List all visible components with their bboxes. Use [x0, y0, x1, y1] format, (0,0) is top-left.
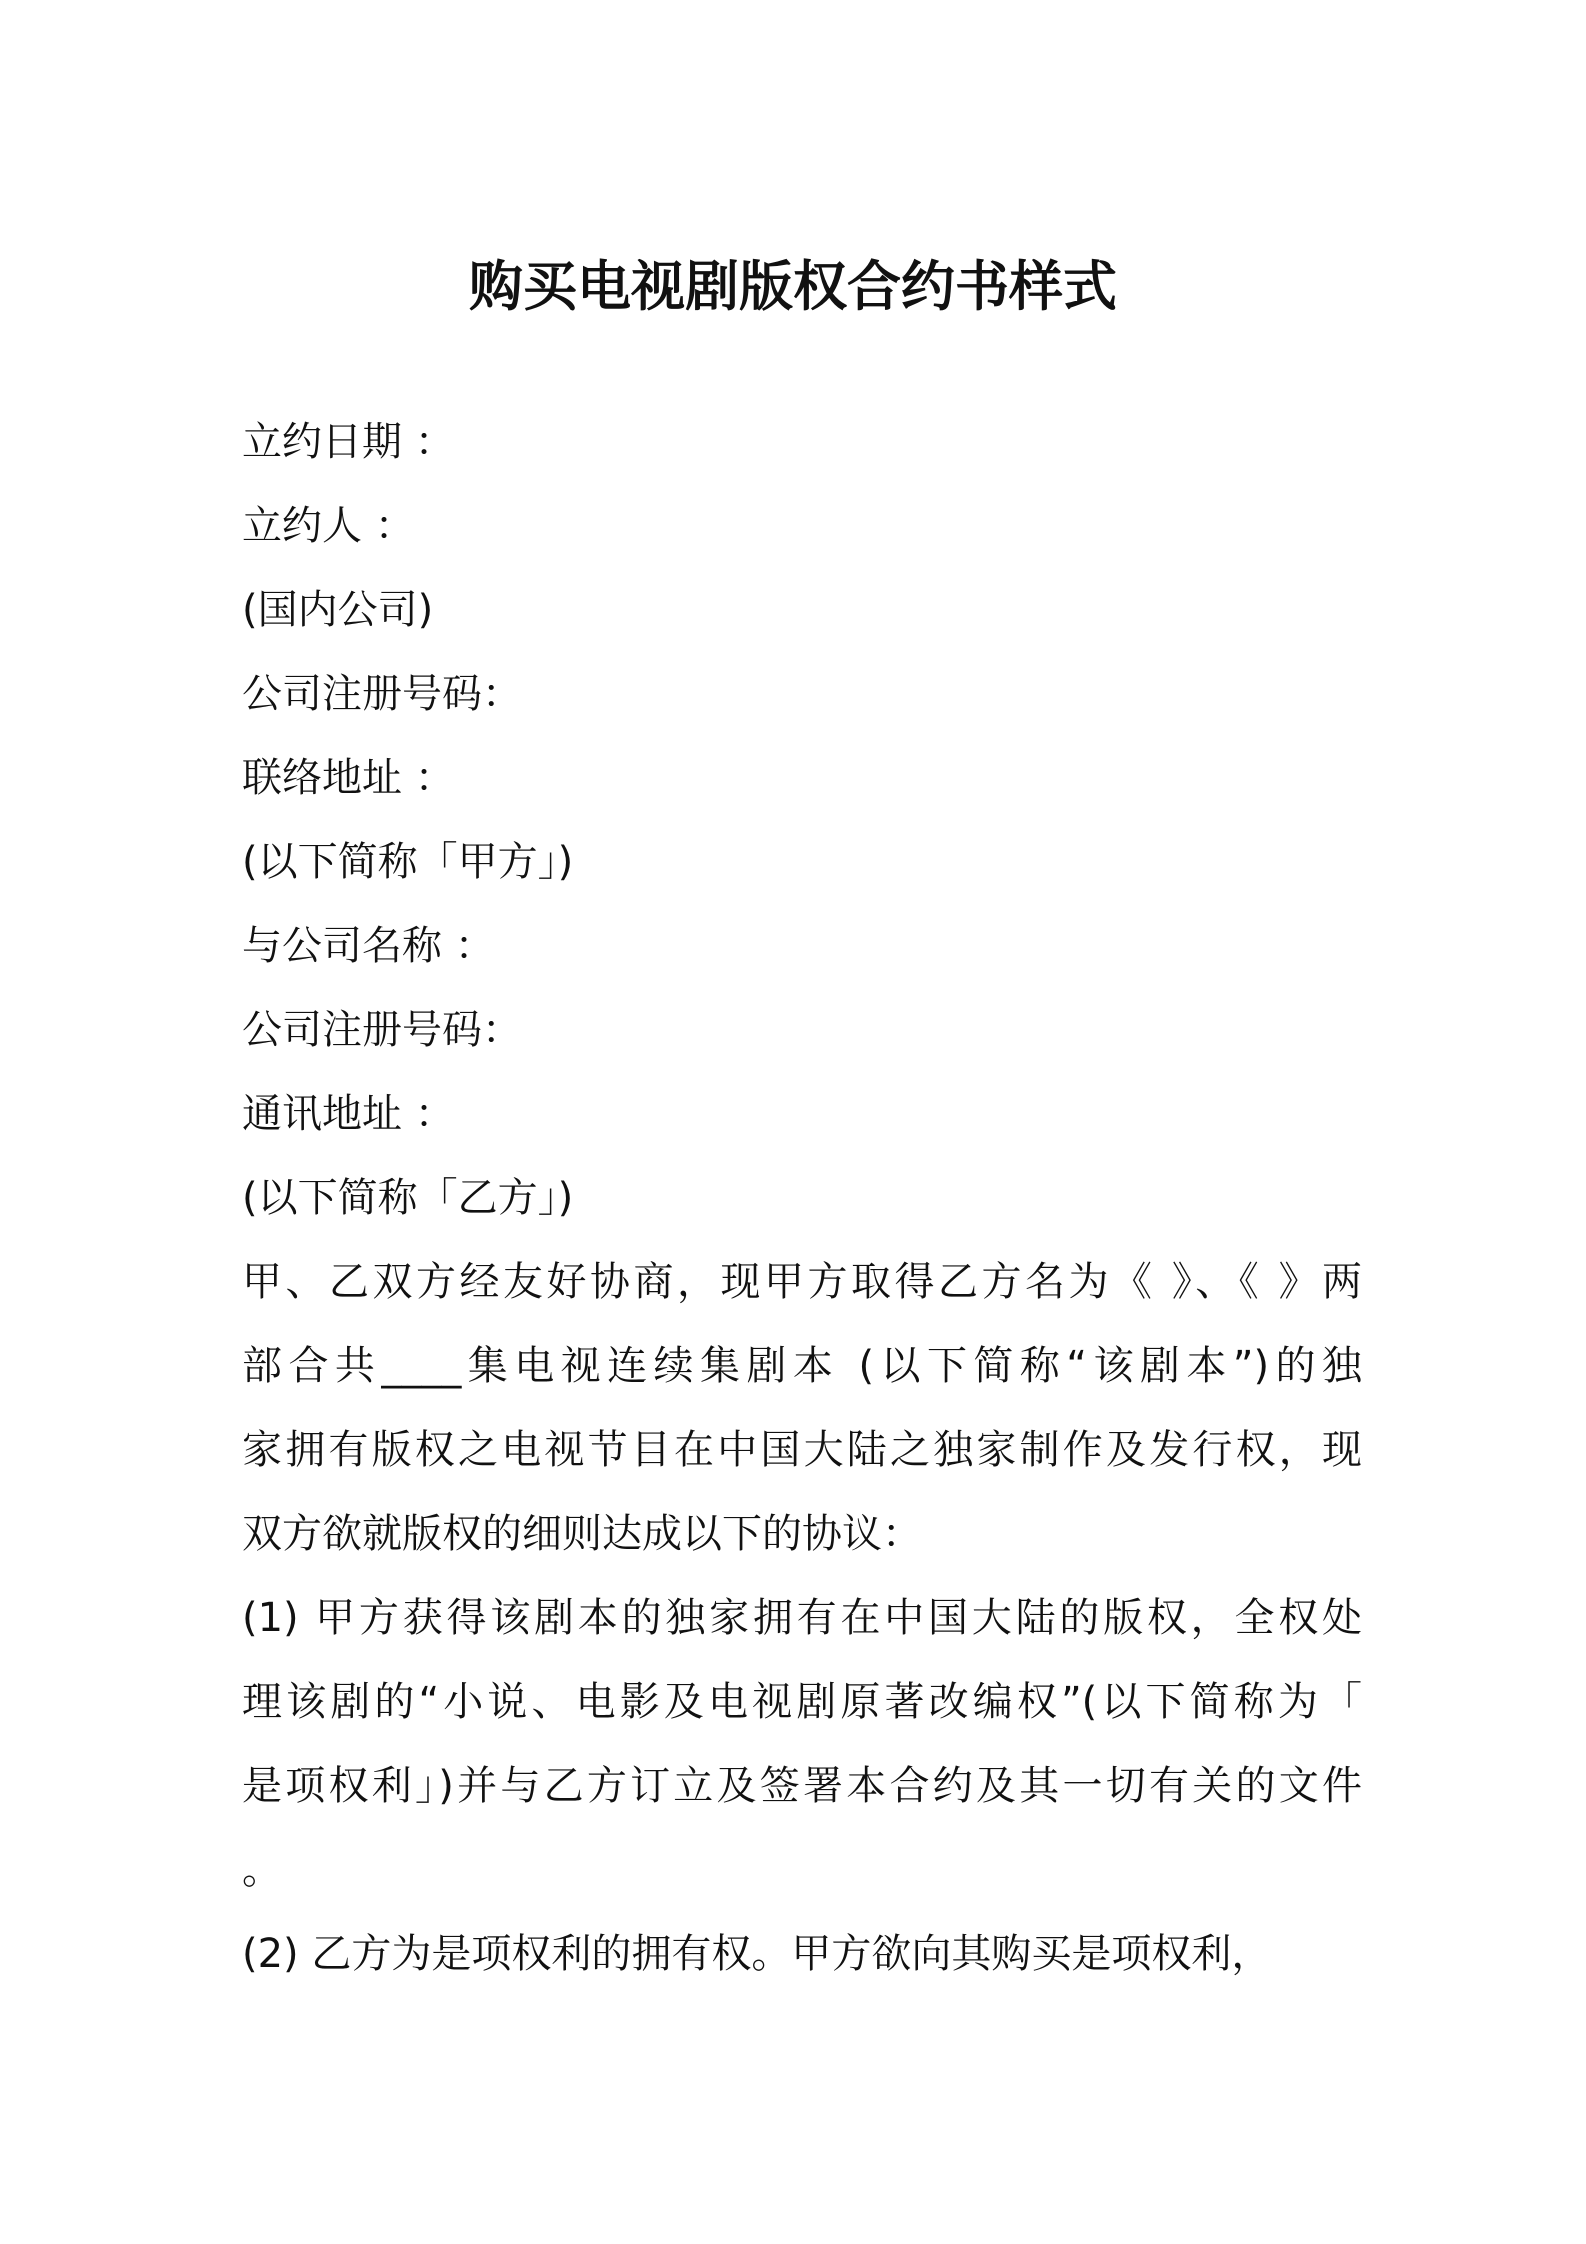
field-contracting-party: 立约人 ： — [242, 503, 415, 549]
intro-paragraph-line: 部合共____集电视连续集剧本 (以下简称“该剧本”)的独 — [242, 1343, 1362, 1389]
clause-1-line: (1) 甲方获得该剧本的独家拥有在中国大陆的版权，全权处 — [242, 1595, 1362, 1641]
field-domestic-company: (国内公司) — [242, 587, 434, 633]
field-contract-date: 立约日期 ： — [242, 419, 455, 465]
intro-paragraph-line: 家拥有版权之电视节目在中国大陆之独家制作及发行权，现 — [242, 1427, 1362, 1473]
field-party-a-registration-number: 公司注册号码： — [242, 671, 522, 717]
intro-paragraph-line: 双方欲就版权的细则达成以下的协议： — [242, 1511, 922, 1557]
clause-1-line: 理该剧的“小说、电影及电视剧原著改编权”(以下简称为「 — [242, 1679, 1362, 1725]
field-party-b-registration-number: 公司注册号码： — [242, 1007, 522, 1053]
header-fields — [242, 400, 1362, 1240]
field-party-b-address: 通讯地址 ： — [242, 1091, 455, 1137]
field-party-a-address: 联络地址 ： — [242, 755, 455, 801]
clause-2-line: (2) 乙方为是项权利的拥有权。甲方欲向其购买是项权利， — [242, 1931, 1272, 1977]
field-party-b-company-name: 与公司名称 ： — [242, 923, 495, 969]
clause-1-line: 。 — [242, 1847, 282, 1893]
field-party-a-alias: (以下简称「甲方」) — [242, 839, 574, 885]
clause-1-line: 是项权利」)并与乙方订立及签署本合约及其一切有关的文件 — [242, 1763, 1362, 1809]
intro-paragraph-line: 甲、乙双方经友好协商，现甲方取得乙方名为《 》、《 》两 — [242, 1259, 1362, 1305]
contract-body — [242, 1240, 1362, 1996]
field-party-b-alias: (以下简称「乙方」) — [242, 1175, 574, 1221]
document-title: 购买电视剧版权合约书样式 — [469, 255, 1117, 318]
